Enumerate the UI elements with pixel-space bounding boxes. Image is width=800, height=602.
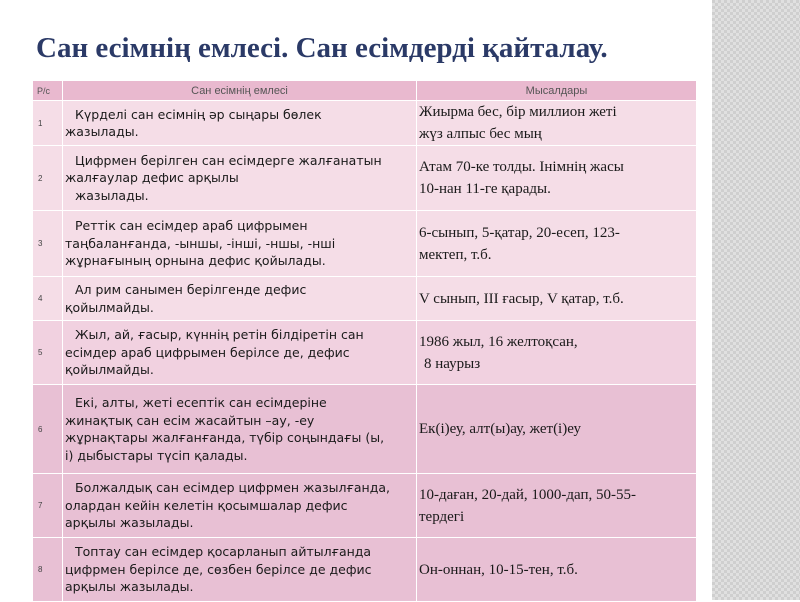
example-line: 8 наурыз xyxy=(424,355,481,372)
rule-line: і) дыбыстары түсіп қалады. xyxy=(65,447,248,463)
rule-line: Ал рим санымен берілгенде дефис xyxy=(75,282,307,297)
example-cell xyxy=(417,321,697,385)
rule-line: цифрмен берілсе де, сөзбен берілсе де дефис xyxy=(65,561,372,577)
example-line: 10-даған, 20-дай, 1000-дап, 50-55- xyxy=(419,486,637,503)
row-number: 1 xyxy=(33,101,63,146)
rule-line: Күрделі сан есімнің әр сыңары бөлек xyxy=(75,106,322,122)
rule-line: жазылады. xyxy=(75,187,149,203)
rule-line: Екі, алты, жеті есептік сан есімдеріне xyxy=(75,395,327,410)
row-number: 4 xyxy=(33,277,63,321)
slide-title: Сан есімнің емлесі. Сан есімдерді қайталау. xyxy=(36,32,608,64)
row-number: 3 xyxy=(33,211,63,277)
example-cell xyxy=(417,538,697,602)
table-row xyxy=(33,538,697,602)
rule-cell xyxy=(63,474,417,538)
rule-line: жұрнағының орнына дефис қойылады. xyxy=(65,253,326,269)
rule-cell xyxy=(63,538,417,602)
table-row xyxy=(33,101,697,146)
table-row xyxy=(33,277,697,321)
row-number: 2 xyxy=(33,146,63,211)
rule-cell xyxy=(63,146,417,211)
rule-cell xyxy=(63,101,417,146)
table-row xyxy=(33,211,697,277)
rule-line: Цифрмен берілген сан есімдерге жалғанатын xyxy=(75,152,382,168)
example-cell xyxy=(417,277,697,321)
header-number: Р/с xyxy=(33,81,63,101)
rule-line: Топтау сан есімдер қосарланып айтылғанда xyxy=(75,544,372,560)
example-line: Атам 70-ке толды. Інімнің жасы xyxy=(419,159,624,175)
row-number: 8 xyxy=(33,538,63,602)
table-row xyxy=(33,146,697,211)
rule-cell xyxy=(63,277,417,321)
example-line: тердегі xyxy=(419,508,465,525)
table-header-row xyxy=(33,81,697,101)
example-line: 6-сынып, 5-қатар, 20-есеп, 123- xyxy=(419,224,620,241)
example-line: 10-нан 11-ге қарады. xyxy=(419,181,551,197)
example-line: 1986 жыл, 16 желтоқсан, xyxy=(419,333,578,350)
rule-line: есімдер араб цифрымен берілсе де, дефис xyxy=(65,344,350,360)
rule-line: жазылады. xyxy=(65,124,139,139)
rule-cell xyxy=(63,321,417,385)
rule-line: олардан кейін келетін қосымшалар дефис xyxy=(65,497,348,513)
rule-cell xyxy=(63,385,417,474)
rule-line: арқылы жазылады. xyxy=(65,579,194,595)
row-number: 5 xyxy=(33,321,63,385)
rule-line: жалғаулар дефис арқылы xyxy=(65,170,239,186)
example-line: V сынып, III ғасыр, V қатар, т.б. xyxy=(419,290,624,307)
example-cell xyxy=(417,146,697,211)
table-row xyxy=(33,321,697,385)
rule-line: қойылмайды. xyxy=(65,362,154,378)
numerals-spelling-table xyxy=(32,80,697,602)
rule-line: Болжалдық сан есімдер цифрмен жазылғанда, xyxy=(75,480,390,496)
rule-line: Жыл, ай, ғасыр, күннің ретін білдіретін сан xyxy=(75,327,364,343)
rule-line: қойылмайды. xyxy=(65,299,154,315)
example-cell xyxy=(417,385,697,474)
rule-line: арқылы жазылады. xyxy=(65,515,194,531)
example-line: Ек(і)еу, алт(ы)ау, жет(і)еу xyxy=(419,421,582,437)
example-cell xyxy=(417,474,697,538)
example-cell xyxy=(417,211,697,277)
example-line: мектеп, т.б. xyxy=(419,246,492,263)
header-examples: Мысалдары xyxy=(417,81,697,101)
example-line: Жиырма бес, бір миллион жеті xyxy=(419,104,617,120)
rule-line: таңбаланғанда, -ыншы, -інші, -ншы, -нші xyxy=(65,235,336,251)
rule-line: Реттік сан есімдер араб цифрымен xyxy=(75,218,308,234)
example-line: жүз алпыс бес мың xyxy=(419,126,542,142)
rule-line: жинақтық сан есім жасайтын –ау, -еу xyxy=(65,412,315,428)
example-line: Он-оннан, 10-15-тен, т.б. xyxy=(419,561,578,578)
table-row xyxy=(33,474,697,538)
row-number: 7 xyxy=(33,474,63,538)
rule-line: жұрнақтары жалғанғанда, түбір соңындағы (ы, xyxy=(65,430,385,445)
rule-cell xyxy=(63,211,417,277)
row-number: 6 xyxy=(33,385,63,474)
decorative-side-band xyxy=(712,0,800,600)
example-cell xyxy=(417,101,697,146)
table-row xyxy=(33,385,697,474)
header-rule: Сан есімнің емлесі xyxy=(63,81,417,101)
